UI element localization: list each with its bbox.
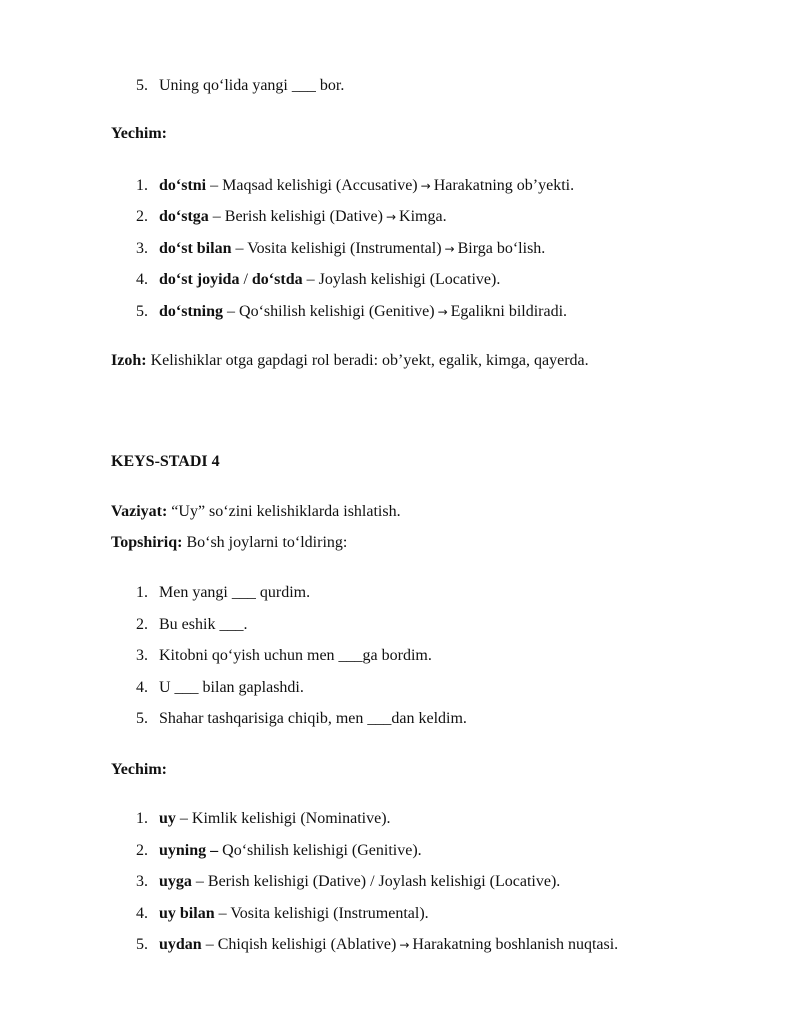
arrow-icon: →: [444, 242, 455, 256]
separator: –: [302, 271, 319, 288]
list-text: Men yangi ___ qurdim.: [159, 584, 311, 601]
izoh-label: Izoh:: [111, 352, 147, 369]
case-text: Qo‘shilish kelishigi (Genitive).: [222, 842, 422, 859]
list-number: 5.: [136, 303, 148, 320]
term-alt: do‘stda: [251, 271, 303, 288]
arrow-icon: →: [437, 305, 448, 319]
vaziyat-label: Vaziyat:: [111, 503, 168, 520]
case-text: Chiqish kelishigi (Ablative): [217, 936, 397, 953]
list-number: 4.: [136, 905, 148, 922]
list-number: 1.: [136, 584, 148, 601]
case-text: Berish kelishigi (Dative) / Joylash kelishigi (Locative).: [207, 873, 561, 890]
list-number: 5.: [136, 710, 148, 727]
separator: –: [231, 240, 248, 257]
list-text: Bu eshik ___.: [159, 616, 248, 633]
list-number: 5.: [136, 936, 148, 953]
section-heading: Yechim:: [111, 761, 167, 778]
topshiriq-paragraph: [111, 533, 347, 553]
separator: –: [175, 810, 192, 827]
vaziyat-paragraph: [111, 502, 401, 522]
term: do‘st bilan: [159, 240, 232, 257]
separator: –: [206, 177, 223, 194]
topshiriq-label: Topshiriq:: [111, 534, 183, 551]
list-text: Kitobni qo‘yish uchun men ___ga bordim.: [159, 647, 432, 664]
list-number: 2.: [136, 208, 148, 225]
note-text: Harakatning boshlanish nuqtasi.: [412, 936, 619, 953]
arrow-icon: →: [399, 938, 410, 952]
izoh-text: Kelishiklar otga gapdagi rol beradi: ob’yekt, egalik, kimga, qayerda.: [146, 352, 589, 369]
list-number: 1.: [136, 177, 148, 194]
case-text: Maqsad kelishigi (Accusative): [222, 177, 418, 194]
note-text: Harakatning ob’yekti.: [433, 177, 575, 194]
list-number: 2.: [136, 842, 148, 859]
list-text: Shahar tashqarisiga chiqib, men ___dan keldim.: [159, 710, 467, 727]
term: do‘stni: [159, 177, 207, 194]
list-number: 5.: [136, 77, 148, 94]
list-number: 1.: [136, 810, 148, 827]
list-number: 2.: [136, 616, 148, 633]
separator: –: [208, 208, 225, 225]
case-text: Berish kelishigi (Dative): [224, 208, 383, 225]
term: do‘stning: [159, 303, 224, 320]
note-text: Egalikni bildiradi.: [450, 303, 568, 320]
separator: –: [191, 873, 208, 890]
separator: –: [223, 303, 240, 320]
vaziyat-text: “Uy” so‘zini kelishiklarda ishlatish.: [167, 503, 401, 520]
term: do‘stga: [159, 208, 209, 225]
case-title: KEYS-STADI 4: [111, 453, 220, 470]
arrow-icon: →: [420, 179, 431, 193]
list-number: 4.: [136, 271, 148, 288]
case-text: Kimlik kelishigi (Nominative).: [191, 810, 391, 827]
note-text: Kimga.: [399, 208, 447, 225]
list-number: 3.: [136, 873, 148, 890]
section-heading: Yechim:: [111, 125, 167, 142]
list-number: 4.: [136, 679, 148, 696]
term: uydan: [159, 936, 202, 953]
izoh-paragraph: [111, 351, 589, 371]
slash: /: [239, 271, 252, 288]
note-text: Birga bo‘lish.: [457, 240, 546, 257]
term: uy bilan: [159, 905, 215, 922]
list-number: 3.: [136, 647, 148, 664]
list-number: 3.: [136, 240, 148, 257]
case-text: Joylash kelishigi (Locative).: [318, 271, 501, 288]
topshiriq-text: Bo‘sh joylarni to‘ldiring:: [182, 534, 348, 551]
list-text: U ___ bilan gaplashdi.: [159, 679, 304, 696]
separator: –: [214, 905, 231, 922]
case-text: Vosita kelishigi (Instrumental).: [230, 905, 429, 922]
term: uy: [159, 810, 176, 827]
term: do‘st joyida: [159, 271, 240, 288]
separator: –: [201, 936, 218, 953]
term: uyga: [159, 873, 192, 890]
case-text: Vosita kelishigi (Instrumental): [247, 240, 442, 257]
arrow-icon: →: [385, 210, 397, 224]
term: uyning –: [159, 842, 219, 859]
list-text: Uning qo‘lida yangi ___ bor.: [159, 77, 345, 94]
case-text: Qo‘shilish kelishigi (Genitive): [239, 303, 435, 320]
